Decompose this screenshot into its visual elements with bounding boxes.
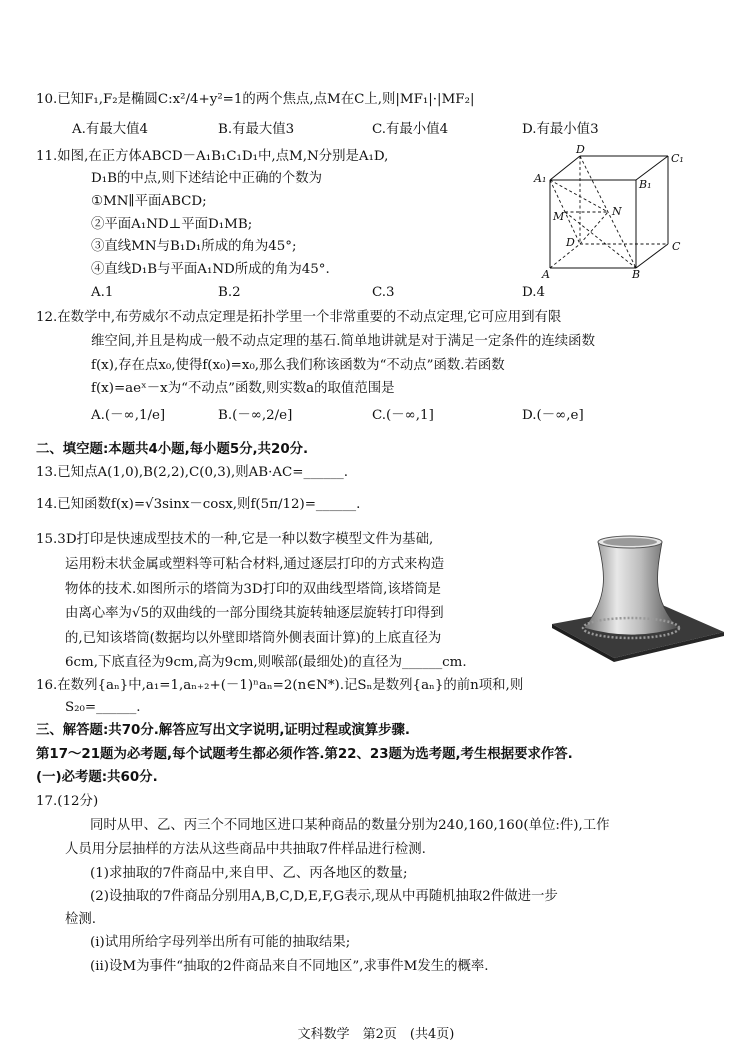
q17-heading: 17.(12分) xyxy=(36,794,99,809)
q10-option-d: D.有最小值3 xyxy=(522,122,599,137)
q11-statement-4: ④直线D₁B与平面A₁ND所成的角为45°. xyxy=(91,262,330,277)
q11-statement-2: ②平面A₁ND⊥平面D₁MB; xyxy=(91,217,253,232)
q17-part-1: (1)求抽取的7件商品中,来自甲、乙、丙各地区的数量; xyxy=(90,866,408,881)
q12-option-a: A.(－∞,1/e] xyxy=(91,408,166,423)
tower-figure xyxy=(548,528,728,678)
q15-line-2: 运用粉末状金属或塑料等可粘合材料,通过逐层打印的方式来构造 xyxy=(65,557,445,572)
label-b1: B₁ xyxy=(639,178,652,191)
section-3-subheading: (一)必考题:共60分. xyxy=(36,770,158,785)
q11-option-b: B.2 xyxy=(218,285,241,300)
q11-statement-3: ③直线MN与B₁D₁所成的角为45°; xyxy=(91,239,297,254)
page-footer: 文科数学 第2页 (共4页) xyxy=(297,1027,455,1042)
label-n: N xyxy=(612,205,622,218)
q12-option-b: B.(－∞,2/e] xyxy=(218,408,293,423)
cube-figure xyxy=(528,142,698,282)
label-b: B xyxy=(632,268,641,281)
q15-line-5: 的,已知该塔筒(数据均以外壁即塔筒外侧表面计算)的上底直径为 xyxy=(65,631,442,646)
q17-line-1: 同时从甲、乙、丙三个不同地区进口某种商品的数量分别为240,160,160(单位:件),工作 xyxy=(90,818,610,833)
label-a: A xyxy=(542,268,550,281)
q12-option-d: D.(－∞,e] xyxy=(522,408,584,423)
q12-option-c: C.(－∞,1] xyxy=(372,408,434,423)
q17-part-2-i: (i)试用所给字母列举出所有可能的抽取结果; xyxy=(90,935,351,950)
q17-part-2: (2)设抽取的7件商品分别用A,B,C,D,E,F,G表示,现从中再随机抽取2件做进一步 xyxy=(90,889,558,904)
q11-line-1: 11.如图,在正方体ABCD－A₁B₁C₁D₁中,点M,N分别是A₁D, xyxy=(36,149,389,164)
q10-option-a: A.有最大值4 xyxy=(72,122,149,137)
q11-line-2: D₁B的中点,则下述结论中正确的个数为 xyxy=(91,171,323,186)
q12-line-1: 12.在数学中,布劳威尔不动点定理是拓扑学里一个非常重要的不动点定理,它可应用到有限 xyxy=(36,310,562,325)
q17-line-2: 人员用分层抽样的方法从这些商品中共抽取7件样品进行检测. xyxy=(65,842,426,857)
q15-line-6: 6cm,下底直径为9cm,高为9cm,则喉部(最细处)的直径为______cm. xyxy=(65,655,467,670)
section-2-heading: 二、填空题:本题共4小题,每小题5分,共20分. xyxy=(36,442,309,457)
label-m: M xyxy=(553,210,565,223)
q16-line-1: 16.在数列{aₙ}中,a₁=1,aₙ₊₂+(－1)ⁿaₙ=2(n∈N*).记Sₙ是数列{aₙ}的前n项和,则 xyxy=(36,678,524,693)
label-c: C xyxy=(672,240,681,253)
q17-part-2-ii: (ii)设M为事件“抽取的2件商品来自不同地区”,求事件M发生的概率. xyxy=(90,959,489,974)
q12-line-2: 维空间,并且是构成一般不动点定理的基石.简单地讲就是对于满足一定条件的连续函数 xyxy=(91,334,595,349)
q11-option-d: D.4 xyxy=(522,285,546,300)
q11-option-c: C.3 xyxy=(372,285,395,300)
q10-stem: 10.已知F₁,F₂是椭圆C:x²/4+y²=1的两个焦点,点M在C上,则|MF₁|·|MF₂| xyxy=(36,92,475,107)
section-3-note: 第17～21题为必考题,每个试题考生都必须作答.第22、23题为选考题,考生根据要求作答. xyxy=(36,747,573,762)
label-a1: A₁ xyxy=(534,172,547,185)
q14: 14.已知函数f(x)=√3sinx－cosx,则f(5π/12)=______. xyxy=(36,497,361,512)
q10-option-b: B.有最大值3 xyxy=(218,122,295,137)
q17-part-2-cont: 检测. xyxy=(65,912,97,927)
q12-line-3: f(x),存在点x₀,使得f(x₀)=x₀,那么我们称该函数为“不动点”函数.若函数 xyxy=(91,358,505,373)
q13: 13.已知点A(1,0),B(2,2),C(0,3),则AB·AC=______. xyxy=(36,465,348,480)
q11-statement-1: ①MN∥平面ABCD; xyxy=(91,194,207,209)
q16-line-2: S₂₀=______. xyxy=(65,700,141,715)
q15-line-1: 15.3D打印是快速成型技术的一种,它是一种以数字模型文件为基础, xyxy=(36,532,434,547)
q12-line-4: f(x)=aeˣ－x为“不动点”函数,则实数a的取值范围是 xyxy=(91,381,395,396)
section-3-heading: 三、解答题:共70分.解答应写出文字说明,证明过程或演算步骤. xyxy=(36,723,411,738)
q15-line-4: 由离心率为√5的双曲线的一部分围绕其旋转轴逐层旋转打印得到 xyxy=(65,606,444,621)
q11-option-a: A.1 xyxy=(91,285,114,300)
label-c1: C₁ xyxy=(671,152,684,165)
q15-line-3: 物体的技术.如图所示的塔筒为3D打印的双曲线型塔筒,该塔筒是 xyxy=(65,582,441,597)
q10-option-c: C.有最小值4 xyxy=(372,122,449,137)
label-d1: D xyxy=(576,143,585,156)
label-d: D xyxy=(566,236,575,249)
